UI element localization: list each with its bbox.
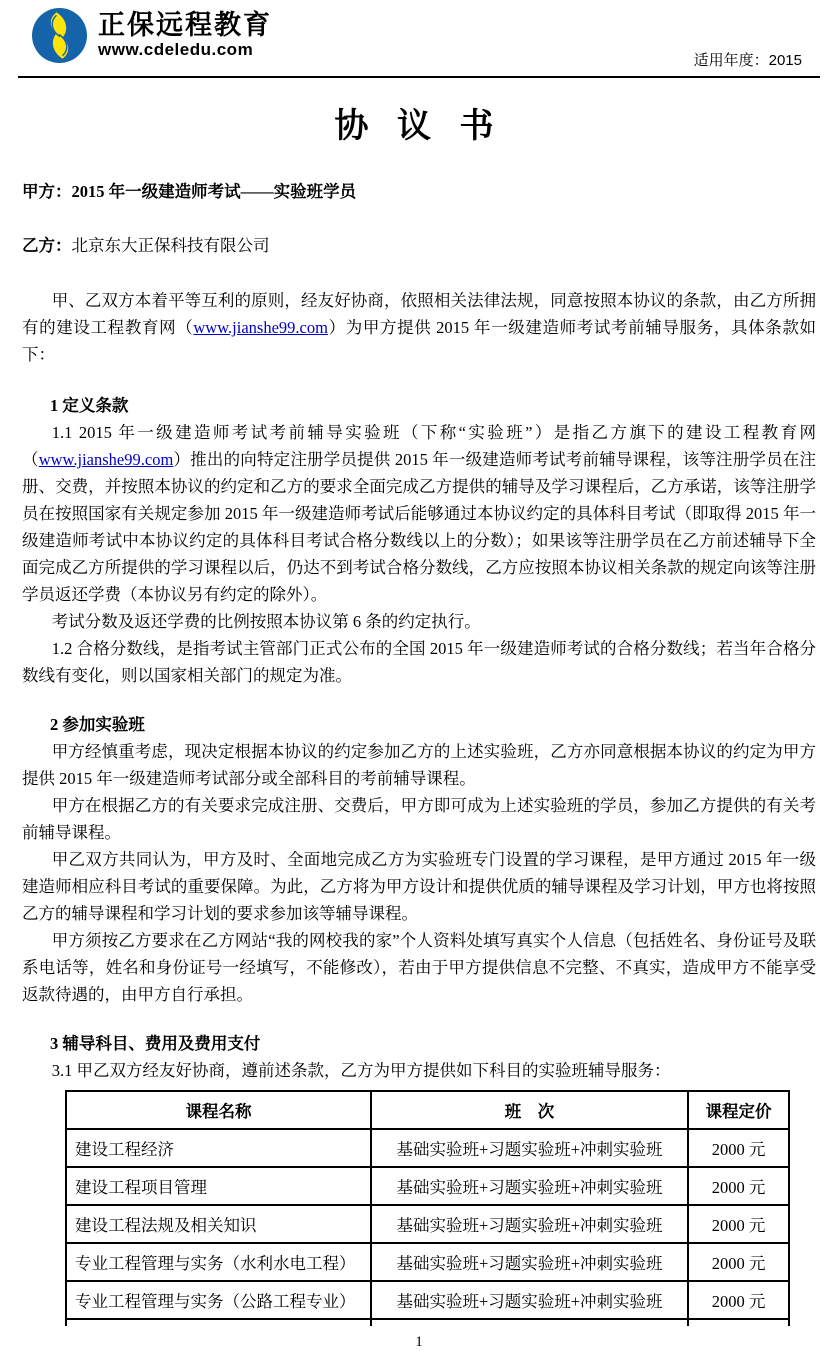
course-classes: 基础实验班+习题实验班+冲刺实验班 — [371, 1129, 688, 1167]
brand-name: 正保远程教育 — [98, 10, 272, 40]
party-a-line — [22, 179, 816, 205]
clause-1-1-pre: 1.1 2015 年一级建造师考试考前辅导实验班（下称“实验班”）是指乙方旗下的建设工程教育网（ — [22, 423, 816, 469]
course-name: 专业工程管理与实务（公路工程专业） — [66, 1281, 371, 1319]
course-classes: 基础实验班+习题实验班+冲刺实验班 — [371, 1205, 688, 1243]
table-row — [66, 1167, 789, 1205]
applicable-year-label: 适用年度：2015 — [693, 52, 802, 69]
header-divider — [18, 76, 820, 78]
brand-website: www.cdeledu.com — [98, 40, 254, 59]
jianshe99-link[interactable]: www.jianshe99.com — [193, 318, 328, 337]
section-1-heading: 1 定义条款 — [50, 396, 129, 415]
clause-1-1 — [22, 419, 816, 608]
party-a-label: 甲方： — [22, 182, 72, 201]
party-a-value: 2015 年一级建造师考试——实验班学员 — [71, 182, 357, 201]
table-continuation-stub — [66, 1319, 789, 1326]
section-2-heading: 2 参加实验班 — [50, 715, 145, 734]
document-title: 协 议 书 — [334, 108, 504, 145]
table-row — [66, 1205, 789, 1243]
course-name: 专业工程管理与实务（水利水电工程） — [66, 1243, 371, 1281]
page-header — [22, 8, 816, 70]
section-3-heading: 3 辅导科目、费用及费用支付 — [50, 1034, 261, 1053]
course-classes: 基础实验班+习题实验班+冲刺实验班 — [371, 1243, 688, 1281]
intro-text-post: ）为甲方提供 2015 年一级建造师考试考前辅导服务，具体条款如下： — [22, 318, 817, 364]
course-price: 2000 元 — [688, 1167, 789, 1205]
clause-1-2: 1.2 合格分数线，是指考试主管部门正式公布的全国 2015 年一级建造师考试的合格分数线；若当年合格分数线有变化，则以国家相关部门的规定为准。 — [22, 639, 816, 685]
page-number: 1 — [415, 1334, 423, 1350]
intro-paragraph — [22, 287, 816, 368]
course-price: 2000 元 — [688, 1281, 789, 1319]
party-b-label: 乙方： — [22, 236, 72, 255]
course-price: 2000 元 — [688, 1243, 789, 1281]
clause-1-1-post: ）推出的向特定注册学员提供 2015 年一级建造师考试考前辅导课程，该等注册学员在注册、交费，并按照本协议的约定和乙方的要求全面完成乙方提供的辅导及学习课程后，乙方承诺，该等注册学员在按照国家有关规定参加 2015 年一级建造师考试后能够通过本协议约定的具体科目考试（即取得 2015 年一级建造师考试中本协议约定的具体科目考试合格分数线以上的分数）；如果该等注册学员在乙方前述辅导下全面完成乙方所提供的学习课程以后，仍达不到考试合格分数线，乙方应按照本协议相关条款的规定向该等注册学员返还学费（本协议另有约定的除外）。 — [22, 450, 817, 604]
table-header-row — [66, 1091, 789, 1129]
intro-text-pre: 甲、乙双方本着平等互利的原则，经友好协商，依照相关法律法规，同意按照本协议的条款，由乙方所拥有的建设工程教育网（ — [22, 291, 816, 337]
table-row — [66, 1281, 789, 1319]
table-row — [66, 1243, 789, 1281]
course-name: 建设工程项目管理 — [66, 1167, 371, 1205]
cdeledu-logo-icon — [32, 8, 87, 63]
brand-block — [98, 10, 272, 60]
clause-2-p3: 甲乙双方共同认为，甲方及时、全面地完成乙方为实验班专门设置的学习课程，是甲方通过 2015 年一级建造师相应科目考试的重要保障。为此，乙方将为甲方设计和提供优质的辅导课程及学习计划，甲方也将按照乙方的辅导课程和学习计划的要求参加该等辅导课程。 — [22, 850, 816, 923]
party-b-line — [22, 233, 816, 259]
course-name: 建设工程法规及相关知识 — [66, 1205, 371, 1243]
jianshe99-link-2[interactable]: www.jianshe99.com — [38, 450, 174, 469]
course-price: 2000 元 — [688, 1205, 789, 1243]
col-header-price: 课程定价 — [688, 1091, 789, 1129]
clause-2-p1: 甲方经慎重考虑，现决定根据本协议的约定参加乙方的上述实验班，乙方亦同意根据本协议的约定为甲方提供 2015 年一级建造师考试部分或全部科目的考前辅导课程。 — [22, 742, 816, 788]
col-header-course: 课程名称 — [66, 1091, 371, 1129]
course-classes: 基础实验班+习题实验班+冲刺实验班 — [371, 1167, 688, 1205]
course-price: 2000 元 — [688, 1129, 789, 1167]
course-fee-table — [65, 1090, 790, 1326]
party-b-value: 北京东大正保科技有限公司 — [71, 236, 270, 255]
clause-1-score-note: 考试分数及返还学费的比例按照本协议第 6 条的约定执行。 — [51, 612, 481, 631]
clause-2-p4: 甲方须按乙方要求在乙方网站“我的网校我的家”个人资料处填写真实个人信息（包括姓名、身份证号及联系电话等，姓名和身份证号一经填写，不能修改），若由于甲方提供信息不完整、不真实，造成甲方不能享受返款待遇的，由甲方自行承担。 — [22, 931, 816, 1004]
clause-2-p2: 甲方在根据乙方的有关要求完成注册、交费后，甲方即可成为上述实验班的学员，参加乙方提供的有关考前辅导课程。 — [22, 796, 816, 842]
col-header-classes: 班 次 — [371, 1091, 688, 1129]
table-row — [66, 1129, 789, 1167]
course-name: 建设工程经济 — [66, 1129, 371, 1167]
clause-3-1: 3.1 甲乙双方经友好协商，遵前述条款，乙方为甲方提供如下科目的实验班辅导服务： — [51, 1061, 671, 1080]
course-classes: 基础实验班+习题实验班+冲刺实验班 — [371, 1281, 688, 1319]
